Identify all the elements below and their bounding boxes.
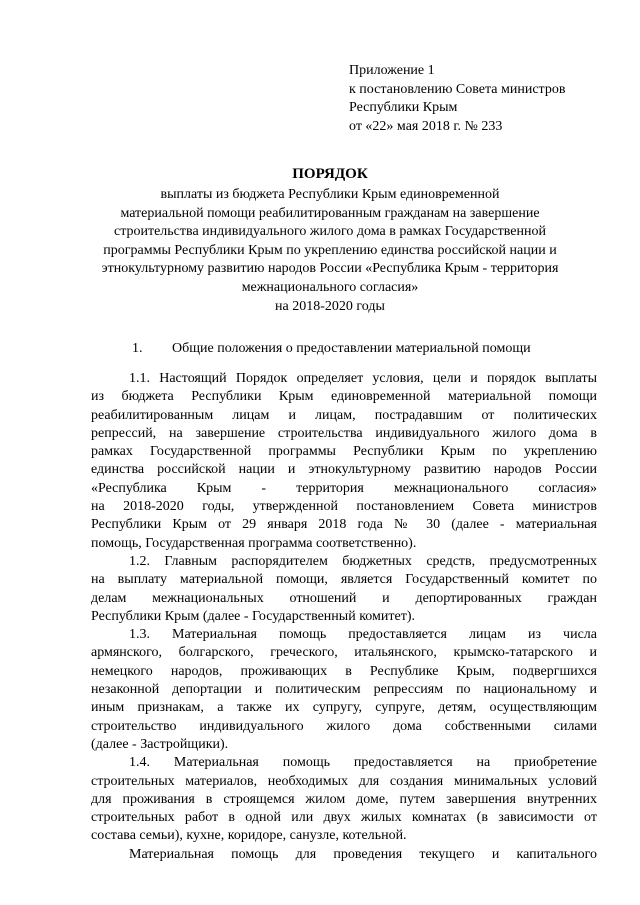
subtitle-line: строительства индивидуального жилого дома в рамках Государственной [113,224,547,240]
document-title: ПОРЯДОК [292,166,368,182]
body-line: Республики Крым от 29 января 2018 года № 30 (далее - материальная [91,517,597,533]
body-line: делам межнациональных отношений и депортированных граждан [91,590,597,606]
body-line: для проживания в строящемся жилом доме, путем завершения внутренних [91,791,597,807]
body-line: армянского, болгарского, греческого, итальянского, крымско-татарского и [91,645,597,661]
body-line: Материальная помощь для проведения текущего и капитального [129,846,597,862]
body-line: 1.2. Главным распорядителем бюджетных средств, предусмотренных [129,553,597,569]
subtitle-line: межнационального согласия» [241,279,419,295]
body-line: иным признакам, а также их супругу, супруге, детям, осуществляющим [91,700,597,716]
section-heading [132,341,531,357]
body-line: рамках Государственной программы Республики Крым по укреплению [91,444,597,460]
appendix-line: Республики Крым [349,100,458,115]
body-line: Республики Крым (далее - Государственный комитет). [91,608,415,624]
body-line: единства российской нации и этнокультурному развитию народов России [91,462,597,478]
subtitle-line: материальной помощи реабилитированным гражданам на завершение [120,205,540,221]
appendix-line: от «22» мая 2018 г. № 233 [349,118,503,134]
body-line: немецкого народов, проживающих в Республике Крым, подвергшихся [91,663,597,679]
body-line: на выплату материальной помощи, является Государственный комитет по [91,572,597,588]
body-line: строительных материалов, необходимых для создания минимальных условий [91,773,597,789]
body-line: 1.1. Настоящий Порядок определяет условия, цели и порядок выплаты [129,371,597,386]
body-line: помощь, Государственная программа соответственно). [91,535,417,551]
appendix-header [349,62,565,136]
section-number: 1. [132,341,143,356]
subtitle-line: программы Республики Крым по укреплению единства российской нации и [103,242,557,258]
document-subtitle [70,186,590,316]
body-line: состава семьи), кухне, коридоре, санузле, котельной. [91,828,407,844]
body-line: незаконной депортации и политическим репрессиям по национальному и [91,682,597,698]
appendix-line: к постановлению Совета министров [349,81,566,97]
body-line: (далее - Застройщики). [91,736,229,752]
body-line: из бюджета Республики Крым единовременной материальной помощи [91,389,597,405]
body-line: репрессий, на завершение строительства индивидуального жилого дома в [91,425,597,441]
appendix-line: Приложение 1 [349,63,435,78]
body-line: «Республика Крым - территория межнационального согласия» [91,480,597,496]
body-line: реабилитированным лицам и лицам, пострадавшим от политических [91,407,597,423]
body-line: 1.4. Материальная помощь предоставляется на приобретение [129,755,597,771]
section-title: Общие положения о предоставлении материальной помощи [172,341,531,356]
subtitle-line: на 2018-2020 годы [275,298,385,314]
body-line: на 2018-2020 годы, утвержденной постановлением Совета министров [91,499,597,515]
body-line: строительство индивидуального жилого дома собственными силами [91,718,597,734]
body-line: 1.3. Материальная помощь предоставляется лицам из числа [129,627,597,643]
subtitle-line: этнокультурному развитию народов России «Республика Крым - территория [101,261,559,277]
subtitle-line: выплаты из бюджета Республики Крым единовременной [160,187,500,202]
body-line: строительных работ в одной или двух жилых комнатах (в зависимости от [91,810,597,826]
document-body [91,370,597,864]
